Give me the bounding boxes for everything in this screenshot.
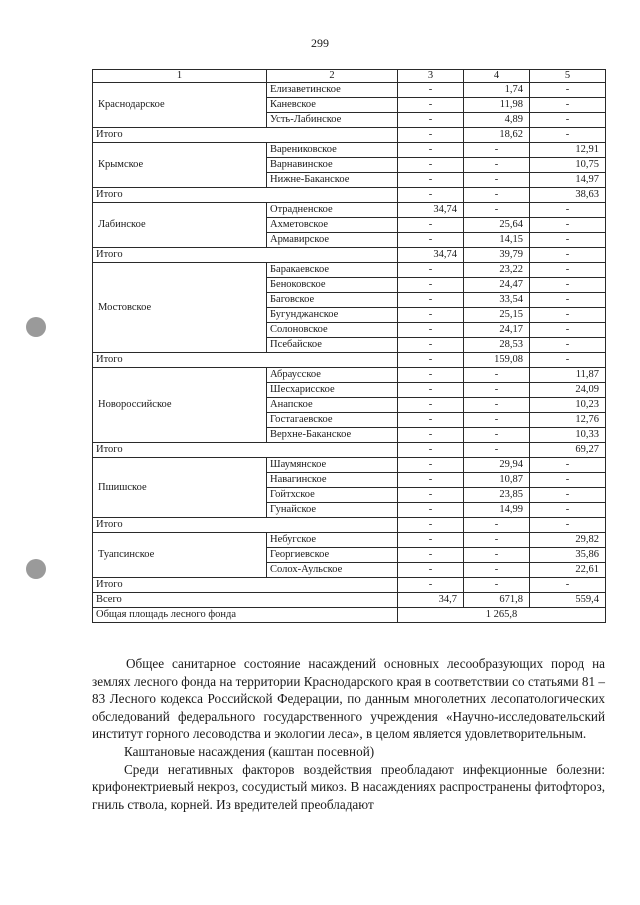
forestry-name: Нижне-Баканское (267, 173, 398, 188)
subtotal-value: 34,74 (398, 248, 464, 263)
area-value: 24,47 (464, 278, 530, 293)
area-value: - (464, 158, 530, 173)
table-row (93, 533, 606, 548)
column-header: 2 (267, 70, 398, 83)
forestry-name: Псебайское (267, 338, 398, 353)
subtotal-value: - (398, 443, 464, 458)
area-value: - (530, 308, 606, 323)
area-value: - (398, 293, 464, 308)
forestry-name: Баговское (267, 293, 398, 308)
area-value: 10,33 (530, 428, 606, 443)
column-header: 4 (464, 70, 530, 83)
subtotal-label: Итого (93, 128, 398, 143)
area-value: - (398, 83, 464, 98)
forestry-name: Шесхарисское (267, 383, 398, 398)
forestry-name: Шаумянское (267, 458, 398, 473)
table-header-row (93, 70, 606, 83)
subtotal-label: Итого (93, 443, 398, 458)
subtotal-value: 39,79 (464, 248, 530, 263)
subtotal-row (93, 128, 606, 143)
area-value: - (530, 323, 606, 338)
area-value: - (530, 218, 606, 233)
area-value: - (398, 158, 464, 173)
forestry-name: Отрадненское (267, 203, 398, 218)
area-value: - (530, 113, 606, 128)
region-name: Пшишское (93, 458, 267, 518)
area-value: - (398, 98, 464, 113)
area-value: - (398, 383, 464, 398)
area-value: - (464, 563, 530, 578)
area-value: - (464, 368, 530, 383)
area-value: - (398, 308, 464, 323)
subtotal-label: Итого (93, 578, 398, 593)
subtotal-value: 69,27 (530, 443, 606, 458)
subtotal-value: - (464, 188, 530, 203)
area-value: - (398, 278, 464, 293)
area-value: - (464, 173, 530, 188)
table-row (93, 203, 606, 218)
binder-hole (26, 317, 46, 337)
subtotal-value: 159,08 (464, 353, 530, 368)
forestry-name: Ахметовское (267, 218, 398, 233)
subtotal-value: - (398, 578, 464, 593)
table-row (93, 368, 606, 383)
region-name: Новороссийское (93, 368, 267, 443)
subtotal-value: - (464, 518, 530, 533)
area-value: 14,15 (464, 233, 530, 248)
area-value: - (530, 458, 606, 473)
area-value: - (464, 533, 530, 548)
subtotal-value: - (398, 128, 464, 143)
area-value: - (530, 473, 606, 488)
area-value: 35,86 (530, 548, 606, 563)
area-value: 14,97 (530, 173, 606, 188)
forestry-name: Бугунджанское (267, 308, 398, 323)
area-value: - (398, 458, 464, 473)
area-value: 33,54 (464, 293, 530, 308)
forest-area-row (93, 608, 606, 623)
subtotal-value: - (398, 518, 464, 533)
area-value: - (398, 473, 464, 488)
subtotal-row (93, 578, 606, 593)
area-value: - (398, 488, 464, 503)
subtotal-value: - (530, 578, 606, 593)
subtotal-value: - (398, 353, 464, 368)
area-value: 12,76 (530, 413, 606, 428)
table-row (93, 263, 606, 278)
area-value: - (530, 278, 606, 293)
subtotal-label: Итого (93, 518, 398, 533)
subtotal-label: Итого (93, 188, 398, 203)
forest-area-value: 1 265,8 (398, 608, 606, 623)
area-value: 10,87 (464, 473, 530, 488)
forestry-name: Елизаветинское (267, 83, 398, 98)
subtotal-value: - (530, 518, 606, 533)
forest-area-label: Общая площадь лесного фонда (93, 608, 398, 623)
paragraph-sanitary-state: Общее санитарное состояние насаждений основных лесообразующих пород на землях лесного фонда на территории Краснодарского края в соответствии со статьями 81 – 83 Лесного кодекса Российской Федерации, по данным многолетних лесопатологических обследований федерального государственного учреждения «Научно-исследовательский институт горного лесоводства и экологии леса», в целом является удовлетворительным. (92, 656, 605, 742)
area-value: 11,98 (464, 98, 530, 113)
area-value: - (530, 293, 606, 308)
body-text (92, 655, 605, 813)
forestry-name: Баракаевское (267, 263, 398, 278)
area-value: 28,53 (464, 338, 530, 353)
subtotal-row (93, 188, 606, 203)
area-value: - (398, 398, 464, 413)
forestry-name: Анапское (267, 398, 398, 413)
area-value: - (530, 83, 606, 98)
area-value: - (398, 173, 464, 188)
area-value: - (398, 563, 464, 578)
subtotal-row (93, 443, 606, 458)
subtotal-label: Итого (93, 353, 398, 368)
section-heading: Каштановые насаждения (каштан посевной) (124, 743, 375, 759)
area-value: 29,94 (464, 458, 530, 473)
area-value: - (530, 203, 606, 218)
subtotal-row (93, 248, 606, 263)
subtotal-label: Итого (93, 248, 398, 263)
column-header: 3 (398, 70, 464, 83)
area-value: 12,91 (530, 143, 606, 158)
area-value: 24,17 (464, 323, 530, 338)
area-value: 25,15 (464, 308, 530, 323)
area-value: 11,87 (530, 368, 606, 383)
area-value: - (464, 383, 530, 398)
region-name: Лабинское (93, 203, 267, 248)
area-value: - (530, 338, 606, 353)
table-row (93, 83, 606, 98)
area-value: - (398, 548, 464, 563)
area-value: - (398, 323, 464, 338)
forestry-name: Солоновское (267, 323, 398, 338)
forestry-name: Навагинское (267, 473, 398, 488)
forestry-name: Гостагаевское (267, 413, 398, 428)
region-name: Крымское (93, 143, 267, 188)
forestry-name: Верхне-Баканское (267, 428, 398, 443)
table-row (93, 143, 606, 158)
area-value: - (398, 338, 464, 353)
page-number: 299 (311, 36, 329, 50)
subtotal-value: - (464, 443, 530, 458)
area-value: 22,61 (530, 563, 606, 578)
subtotal-row (93, 353, 606, 368)
table-row (93, 458, 606, 473)
subtotal-value: 38,63 (530, 188, 606, 203)
area-value: 23,85 (464, 488, 530, 503)
area-value: 4,89 (464, 113, 530, 128)
forestry-name: Гойтхское (267, 488, 398, 503)
region-name: Краснодарское (93, 83, 267, 128)
forestry-name: Небугское (267, 533, 398, 548)
paragraph-negative-factors: Среди негативных факторов воздействия преобладают инфекционные болезни: крифонектриевый некроз, сосудистый микоз. В насаждениях распространены фитофтороз, гниль ствола, корней. Из вредителей преобладают (92, 761, 605, 812)
forestry-name: Георгиевское (267, 548, 398, 563)
area-value: 10,23 (530, 398, 606, 413)
area-value: 24,09 (530, 383, 606, 398)
area-value: - (398, 368, 464, 383)
area-value: - (398, 113, 464, 128)
area-value: - (464, 203, 530, 218)
forestry-name: Усть-Лабинское (267, 113, 398, 128)
region-name: Мостовское (93, 263, 267, 353)
area-value: - (398, 413, 464, 428)
area-value: - (464, 428, 530, 443)
area-value: 29,82 (530, 533, 606, 548)
area-value: - (398, 503, 464, 518)
region-name: Туапсинское (93, 533, 267, 578)
area-value: - (464, 413, 530, 428)
area-value: - (530, 503, 606, 518)
area-value: - (530, 98, 606, 113)
area-value: 25,64 (464, 218, 530, 233)
area-value: - (398, 428, 464, 443)
area-value: 10,75 (530, 158, 606, 173)
subtotal-value: - (530, 353, 606, 368)
area-value: 14,99 (464, 503, 530, 518)
grand-total-value: 559,4 (530, 593, 606, 608)
area-value: - (398, 263, 464, 278)
column-header: 5 (530, 70, 606, 83)
grand-total-label: Всего (93, 593, 398, 608)
area-value: - (464, 548, 530, 563)
area-value: 23,22 (464, 263, 530, 278)
subtotal-value: 18,62 (464, 128, 530, 143)
area-value: - (398, 218, 464, 233)
area-value: 1,74 (464, 83, 530, 98)
area-value: 34,74 (398, 203, 464, 218)
forest-fund-table (92, 69, 606, 623)
grand-total-row (93, 593, 606, 608)
forestry-name: Варениковское (267, 143, 398, 158)
forestry-name: Гунайское (267, 503, 398, 518)
area-value: - (398, 233, 464, 248)
column-header: 1 (93, 70, 267, 83)
forestry-name: Абраусское (267, 368, 398, 383)
area-value: - (530, 233, 606, 248)
subtotal-value: - (464, 578, 530, 593)
forestry-name: Солох-Аульское (267, 563, 398, 578)
grand-total-value: 34,7 (398, 593, 464, 608)
subtotal-value: - (530, 128, 606, 143)
subtotal-value: - (530, 248, 606, 263)
forestry-name: Варнавинское (267, 158, 398, 173)
area-value: - (398, 533, 464, 548)
area-value: - (464, 143, 530, 158)
subtotal-value: - (398, 188, 464, 203)
area-value: - (398, 143, 464, 158)
area-value: - (464, 398, 530, 413)
forestry-name: Каневское (267, 98, 398, 113)
forestry-name: Армавирское (267, 233, 398, 248)
binder-hole (26, 559, 46, 579)
forestry-name: Беноковское (267, 278, 398, 293)
subtotal-row (93, 518, 606, 533)
area-value: - (530, 263, 606, 278)
area-value: - (530, 488, 606, 503)
grand-total-value: 671,8 (464, 593, 530, 608)
